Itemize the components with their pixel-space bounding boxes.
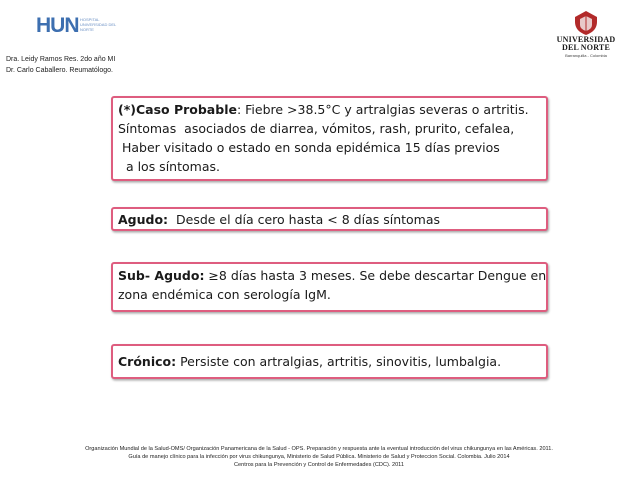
acute-box — [111, 207, 548, 231]
subacute-box — [111, 262, 548, 312]
chronic-text: Persiste con artralgias, artritis, sinovitis, lumbalgia. — [176, 354, 502, 369]
acute-heading: Agudo: — [118, 212, 169, 227]
reference-1: Organización Mundial de la Salud-OMS/ Organización Panamericana de la Salud - OPS. Preparación y respuesta ante la eventual introducción del virus chikungunya en las Américas. 2011. — [85, 446, 553, 452]
probable-case-line-1 — [118, 100, 541, 119]
reference-2: Guía de manejo clínico para la infección por virus chikungunya, Ministerio de Salud Pública. Ministerio de Salud y Proteccion Social. Colombia. Julio 2014 — [128, 454, 510, 460]
probable-case-text: : Fiebre >38.5°C y artralgias severas o artritis. — [236, 102, 529, 117]
hun-logo-subtitle: HOSPITAL UNIVERSIDAD DEL NORTE — [80, 17, 117, 32]
hun-logo — [36, 14, 118, 38]
chronic-box — [111, 344, 548, 379]
university-seal-icon — [573, 10, 599, 36]
universidad-del-norte-logo — [548, 10, 624, 66]
subacute-line-2: zona endémica con serología IgM. — [118, 287, 331, 302]
author-2: Dr. Carlo Caballero. Reumatólogo. — [6, 67, 113, 74]
probable-case-line-3: Haber visitado o estado en sonda epidémica 15 días previos — [118, 140, 500, 155]
subacute-heading: Sub- Agudo: — [118, 268, 205, 283]
subacute-text: ≥8 días hasta 3 meses. Se debe descartar Dengue en — [204, 268, 547, 283]
university-name-line2: DEL NORTE — [562, 43, 610, 52]
chronic-line — [118, 352, 541, 371]
author-1: Dra. Leidy Ramos Res. 2do año MI — [6, 56, 116, 63]
university-city: Barranquilla - Colombia — [565, 53, 607, 58]
chronic-heading: Crónico: — [118, 354, 177, 369]
acute-text: Desde el día cero hasta < 8 días síntomas — [168, 212, 441, 227]
probable-case-box — [111, 96, 548, 181]
authors — [6, 54, 115, 76]
subacute-line-1 — [118, 266, 547, 285]
university-name-line1: UNIVERSIDAD — [556, 35, 616, 44]
references — [0, 445, 638, 469]
probable-case-heading: (*)Caso Probable — [118, 102, 237, 117]
acute-line — [118, 210, 541, 229]
probable-case-line-2: Síntomas asociados de diarrea, vómitos, rash, prurito, cefalea, — [118, 121, 515, 136]
hun-logo-text: HUN — [36, 14, 79, 37]
reference-3: Centros para la Prevención y Control de Enfermedades (CDC). 2011 — [234, 462, 404, 468]
probable-case-line-4: a los síntomas. — [118, 159, 220, 174]
